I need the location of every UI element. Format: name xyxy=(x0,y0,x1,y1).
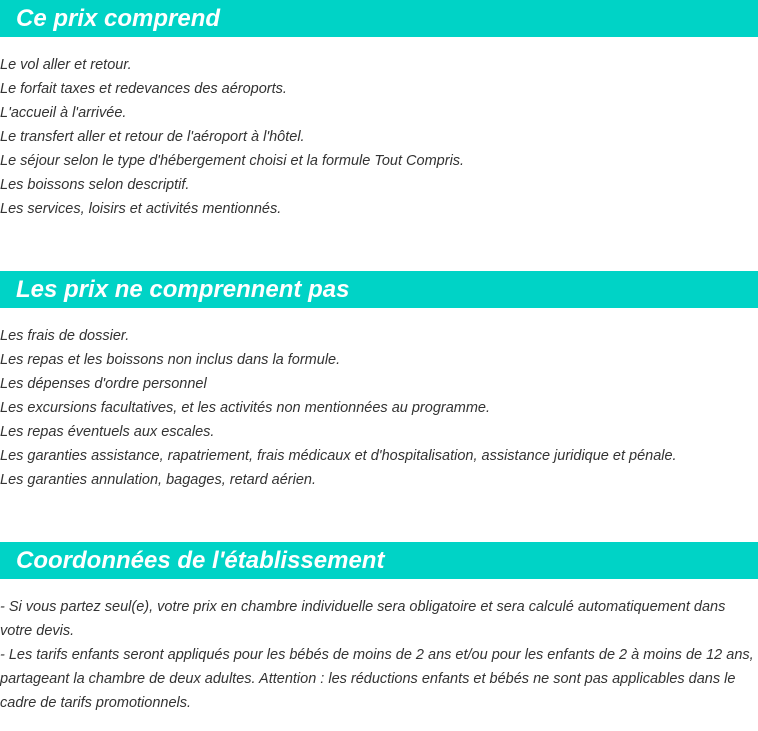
list-item: Les services, loisirs et activités mentionnés. xyxy=(0,201,282,217)
paragraph: - Les tarifs enfants seront appliqués pour les bébés de moins de 2 ans et/ou pour les enfants de 2 à moins de 12 ans, partageant la chambre de deux adultes. Attention : les réductions enfants et bébés ne sont pas applicables dans le cadre de tarifs promotionnels. xyxy=(0,647,754,711)
list-item: Les dépenses d'ordre personnel xyxy=(0,376,207,392)
section-establishment-contact xyxy=(0,542,758,715)
list-item: Le vol aller et retour. xyxy=(0,57,132,73)
list-item: Le forfait taxes et redevances des aéroports. xyxy=(0,81,287,97)
list-item: Le transfert aller et retour de l'aéroport à l'hôtel. xyxy=(0,129,305,145)
list-item: Le séjour selon le type d'hébergement choisi et la formule Tout Compris. xyxy=(0,153,465,169)
list-item: Les repas éventuels aux escales. xyxy=(0,424,215,440)
section-list xyxy=(0,324,758,492)
paragraph: - Si vous partez seul(e), votre prix en chambre individuelle sera obligatoire et sera calculé automatiquement dans votre devis. xyxy=(0,599,726,639)
list-item: Les boissons selon descriptif. xyxy=(0,177,190,193)
section-title: Coordonnées de l'établissement xyxy=(0,542,758,579)
list-item: Les excursions facultatives, et les activités non mentionnées au programme. xyxy=(0,400,491,416)
list-item: Les garanties assistance, rapatriement, frais médicaux et d'hospitalisation, assistance juridique et pénale. xyxy=(0,448,677,464)
list-item: Les frais de dossier. xyxy=(0,328,130,344)
section-price-includes xyxy=(0,0,758,221)
list-item: Les repas et les boissons non inclus dans la formule. xyxy=(0,352,341,368)
section-text xyxy=(0,595,758,715)
list-item: Les garanties annulation, bagages, retard aérien. xyxy=(0,472,316,488)
section-price-excludes xyxy=(0,271,758,492)
section-title: Ce prix comprend xyxy=(0,0,758,37)
list-item: L'accueil à l'arrivée. xyxy=(0,105,127,121)
section-title: Les prix ne comprennent pas xyxy=(0,271,758,308)
section-list xyxy=(0,53,758,221)
